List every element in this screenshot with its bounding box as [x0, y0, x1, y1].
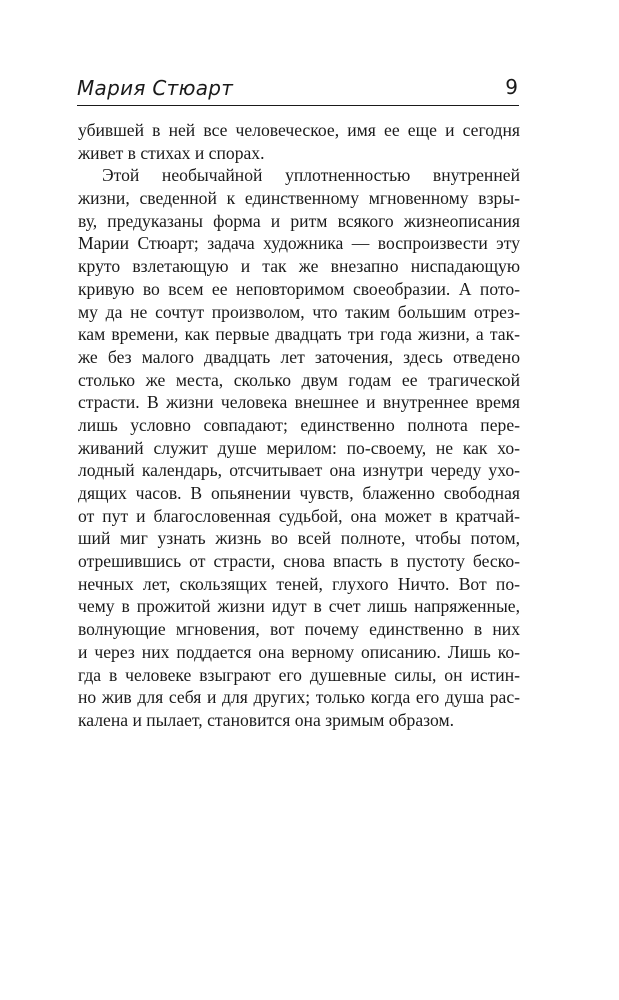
body-text	[78, 119, 520, 732]
text-line: дящих часов. В опьянении чувств, блаженно свободная	[78, 483, 520, 503]
text-line: калена и пылает, становится она зримым образом.	[78, 709, 454, 730]
text-line: столько же места, сколько двум годам ее трагической	[78, 369, 520, 390]
text-line: круто взлетающую и так же внезапно ниспадающую	[78, 256, 520, 277]
text-line: жизни, сведенной к единственному мгновенному взры-	[78, 188, 520, 209]
text-line: отрешившись от страсти, снова впасть в пустоту беско-	[78, 551, 520, 572]
text-line: живаний служит душе мерилом: по-своему, не как хо-	[78, 437, 520, 458]
text-line: му да не сочтут произволом, что таким большим отрез-	[78, 301, 520, 322]
text-line: кривую во всем ее неповторимом своеобразии. А пото-	[78, 278, 520, 299]
text-line: волнующие мгновения, вот почему единственно в них	[78, 619, 520, 640]
text-line: страсти. В жизни человека внешнее и внутреннее время	[78, 392, 520, 413]
page-number: 9	[505, 75, 518, 99]
text-line: но жив для себя и для других; только когда его душа рас-	[78, 687, 520, 708]
text-line: Марии Стюарт; задача художника — воспроизвести эту	[78, 233, 520, 254]
text-line: от пут и благословенная судьбой, она может в кратчай-	[78, 505, 520, 526]
text-line: живет в стихах и спорах.	[78, 142, 265, 163]
text-line: убившей в ней все человеческое, имя ее еще и сегодня	[78, 120, 520, 140]
text-line: лишь условно совпадают; единственно полнота пере-	[78, 414, 520, 435]
text-line: ву, предуказаны форма и ритм всякого жизнеописания	[78, 210, 520, 231]
text-line: и через них поддается она верному описанию. Лишь ко-	[78, 641, 520, 662]
text-line: нечных лет, скользящих теней, глухого Ничто. Вот по-	[78, 573, 520, 594]
text-line: лодный календарь, отсчитывает она изнутри череду ухо-	[78, 460, 520, 481]
running-header	[77, 72, 519, 106]
text-line: гда в человеке взыграют его душевные силы, он истин-	[78, 664, 520, 685]
text-line: же без малого двадцать лет заточения, здесь отведено	[78, 346, 520, 367]
paragraph-first-line: Этой необычайной уплотненностью внутренней	[102, 165, 520, 186]
text-line: чему в прожитой жизни идут в счет лишь напряженные,	[78, 596, 520, 617]
text-line: кам времени, как первые двадцать три года жизни, а так-	[78, 324, 520, 345]
book-title: Мария Стюарт	[77, 76, 234, 100]
text-line: ший миг узнать жизнь во всей полноте, чтобы потом,	[78, 528, 520, 549]
